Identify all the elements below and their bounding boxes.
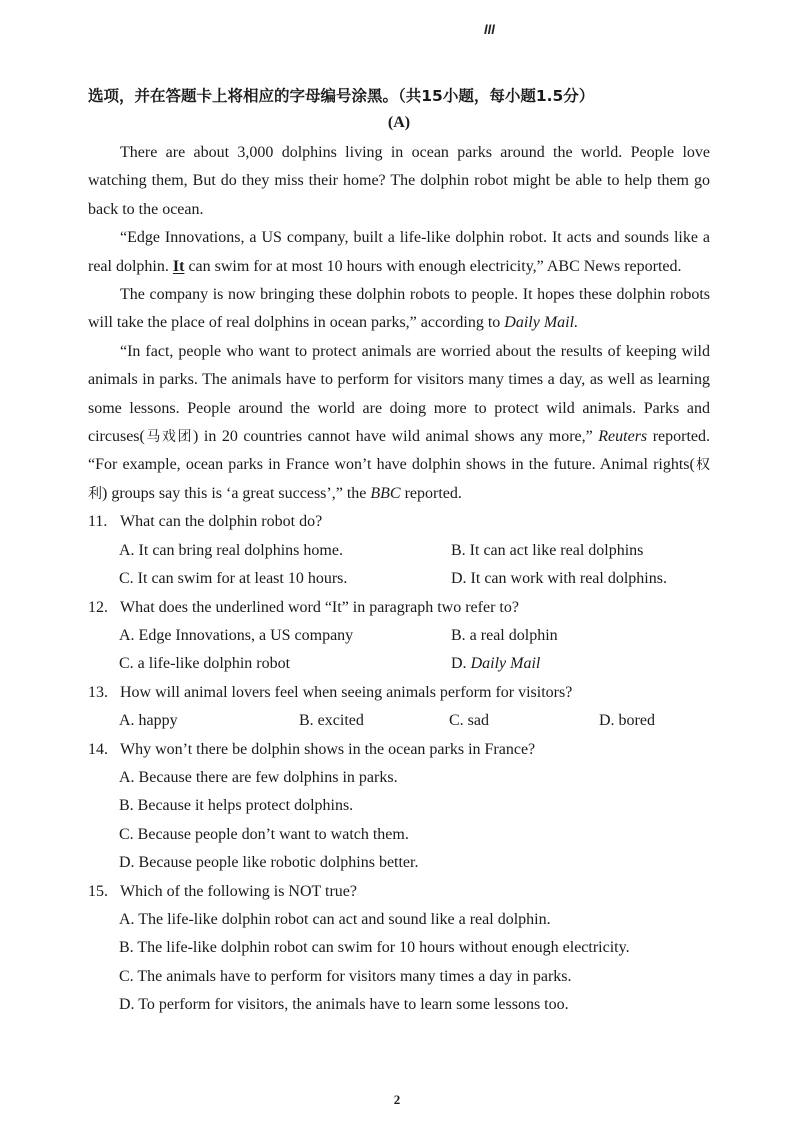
option-letter: D. xyxy=(451,655,471,673)
question-text: What does the underlined word “It” in paragraph two refer to? xyxy=(120,598,519,616)
page-number: 2 xyxy=(393,1092,401,1107)
chinese-gloss: 马戏团 xyxy=(144,429,194,446)
question-11 xyxy=(88,508,710,593)
paragraph-text: “In fact, people who want to protect animals are worried about the results of keeping wild animals in parks. The animals have to perform for visitors many times a day, as well as learning some lessons. People around the world are doing more to protect wild animals. Parks and circuses( xyxy=(88,342,710,446)
question-text: What can the dolphin robot do? xyxy=(120,513,323,531)
passage-title: (A) xyxy=(387,114,411,131)
option-a: A. happy xyxy=(119,712,178,730)
section-instruction: 选项，并在答题卡上将相应的字母编号涂黑。（共15小题，每小题1.5分） xyxy=(88,87,595,105)
exam-page xyxy=(88,84,710,1020)
question-15 xyxy=(88,878,710,1020)
paragraph-text: ) groups say this is ‘a great success’,” the xyxy=(102,484,371,502)
question-13 xyxy=(88,679,710,736)
option-c: C. The animals have to perform for visitors many times a day in parks. xyxy=(119,967,572,985)
option-a: A. Because there are few dolphins in parks. xyxy=(119,768,398,786)
option-d: D. To perform for visitors, the animals have to learn some lessons too. xyxy=(119,996,569,1014)
option-b: B. Because it helps protect dolphins. xyxy=(119,797,354,815)
option-c: C. Because people don’t want to watch them. xyxy=(119,825,409,843)
option-d: D. It can work with real dolphins. xyxy=(451,570,667,588)
source-reuters: Reuters xyxy=(598,428,648,446)
passage-paragraph-1: There are about 3,000 dolphins living in ocean parks around the world. People love watching them, But do they miss their home? The dolphin robot might be able to help them go back to the ocean. xyxy=(88,144,710,218)
option-d xyxy=(451,650,741,678)
option-a: A. The life-like dolphin robot can act and sound like a real dolphin. xyxy=(119,910,551,928)
paragraph-text: can swim for at most 10 hours with enough electricity,” ABC News reported. xyxy=(184,257,682,275)
passage-paragraph-4 xyxy=(88,338,710,508)
option-b: B. a real dolphin xyxy=(451,626,558,644)
option-b: B. It can act like real dolphins xyxy=(451,541,644,559)
question-number: 14. xyxy=(88,740,108,758)
source-bbc: BBC xyxy=(370,484,401,502)
passage-paragraph-3 xyxy=(88,281,710,338)
underlined-word-it: It xyxy=(172,257,185,275)
question-number: 15. xyxy=(88,882,108,900)
option-b: B. excited xyxy=(299,712,364,730)
question-text: How will animal lovers feel when seeing animals perform for visitors? xyxy=(120,683,573,701)
paragraph-text: “Edge Innovations, a US company, built a life-like dolphin robot. It acts and sounds like a real dolphin. xyxy=(88,229,710,275)
source-daily-mail: Daily Mail. xyxy=(504,314,579,332)
paragraph-text: ) in 20 countries cannot have wild animal shows any more,” xyxy=(193,428,599,446)
question-12 xyxy=(88,594,710,679)
paragraph-text: reported. xyxy=(400,484,462,502)
passage-paragraph-2 xyxy=(88,224,710,281)
paragraph-text: The company is now bringing these dolphin robots to people. It hopes these dolphin robots will take the place of real dolphins in ocean parks,” according to xyxy=(88,286,710,332)
option-d: D. bored xyxy=(599,712,655,730)
question-14 xyxy=(88,736,710,878)
option-c: C. sad xyxy=(449,712,489,730)
question-number: 12. xyxy=(88,598,108,616)
chinese-gloss: 权利 xyxy=(88,457,710,502)
option-b: B. The life-like dolphin robot can swim for 10 hours without enough electricity. xyxy=(119,939,630,957)
option-a: A. Edge Innovations, a US company xyxy=(119,626,354,644)
reading-passage xyxy=(88,139,710,508)
paragraph-text: reported. “For example, ocean parks in France won’t have dolphin shows in the future. Animal rights( xyxy=(88,428,710,474)
option-d: D. Because people like robotic dolphins better. xyxy=(119,854,419,872)
question-number: 11. xyxy=(88,513,108,531)
question-text: Which of the following is NOT true? xyxy=(120,882,357,900)
question-number: 13. xyxy=(88,683,108,701)
question-text: Why won’t there be dolphin shows in the ocean parks in France? xyxy=(120,740,536,758)
option-d-title: Daily Mail xyxy=(470,655,541,673)
option-c: C. It can swim for at least 10 hours. xyxy=(119,570,348,588)
option-c: C. a life-like dolphin robot xyxy=(119,655,291,673)
option-a: A. It can bring real dolphins home. xyxy=(119,541,343,559)
header-mark: lll xyxy=(484,22,495,37)
